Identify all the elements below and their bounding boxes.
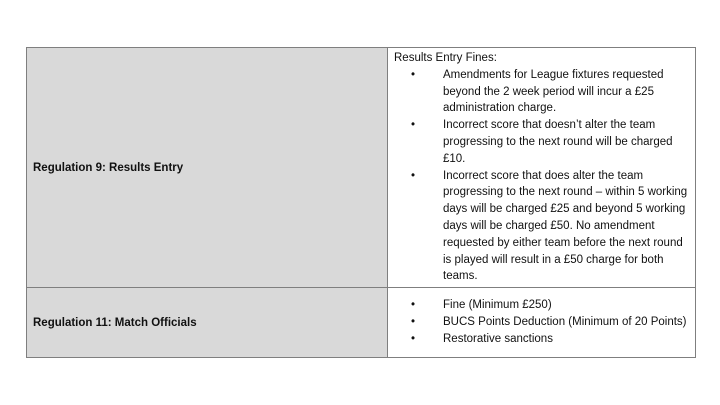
regulation-detail: [388, 288, 696, 358]
bullet-icon: •: [411, 169, 416, 182]
fine-list: [394, 67, 689, 285]
regulation-detail: [388, 48, 696, 288]
regulation-label: Regulation 9: Results Entry: [27, 48, 388, 288]
list-item-text: Fine (Minimum £250): [443, 299, 552, 312]
fines-table: [26, 47, 696, 358]
list-item: [394, 67, 689, 117]
bullet-icon: •: [411, 299, 416, 312]
detail-title: Results Entry Fines:: [394, 52, 497, 64]
bullet-icon: •: [411, 333, 416, 346]
bullet-icon: •: [411, 68, 416, 81]
list-item: [394, 117, 689, 167]
list-item: [394, 331, 689, 348]
list-item: [394, 314, 689, 331]
list-item-text: Amendments for League fixtures requested beyond the 2 week period will incur a £25 administration charge.: [443, 68, 664, 115]
sanction-list: [394, 297, 689, 347]
list-item: [394, 168, 689, 286]
list-item-text: Incorrect score that does alter the team progressing to the next round – within 5 working days will be charged £25 and beyond 5 working days will be charged £50. No amendment requested by either team before the next round is played will result in a £50 charge for both teams.: [443, 169, 688, 283]
table-row: [27, 288, 696, 358]
list-item-text: Incorrect score that doesn’t alter the team progressing to the next round will be charged £10.: [443, 119, 673, 165]
bullet-icon: •: [411, 316, 416, 329]
list-item-text: BUCS Points Deduction (Minimum of 20 Points): [443, 316, 687, 329]
regulation-label: Regulation 11: Match Officials: [27, 288, 388, 358]
list-item: [394, 297, 689, 314]
bullet-icon: •: [411, 119, 416, 132]
list-item-text: Restorative sanctions: [443, 333, 553, 346]
table-row: [27, 48, 696, 288]
